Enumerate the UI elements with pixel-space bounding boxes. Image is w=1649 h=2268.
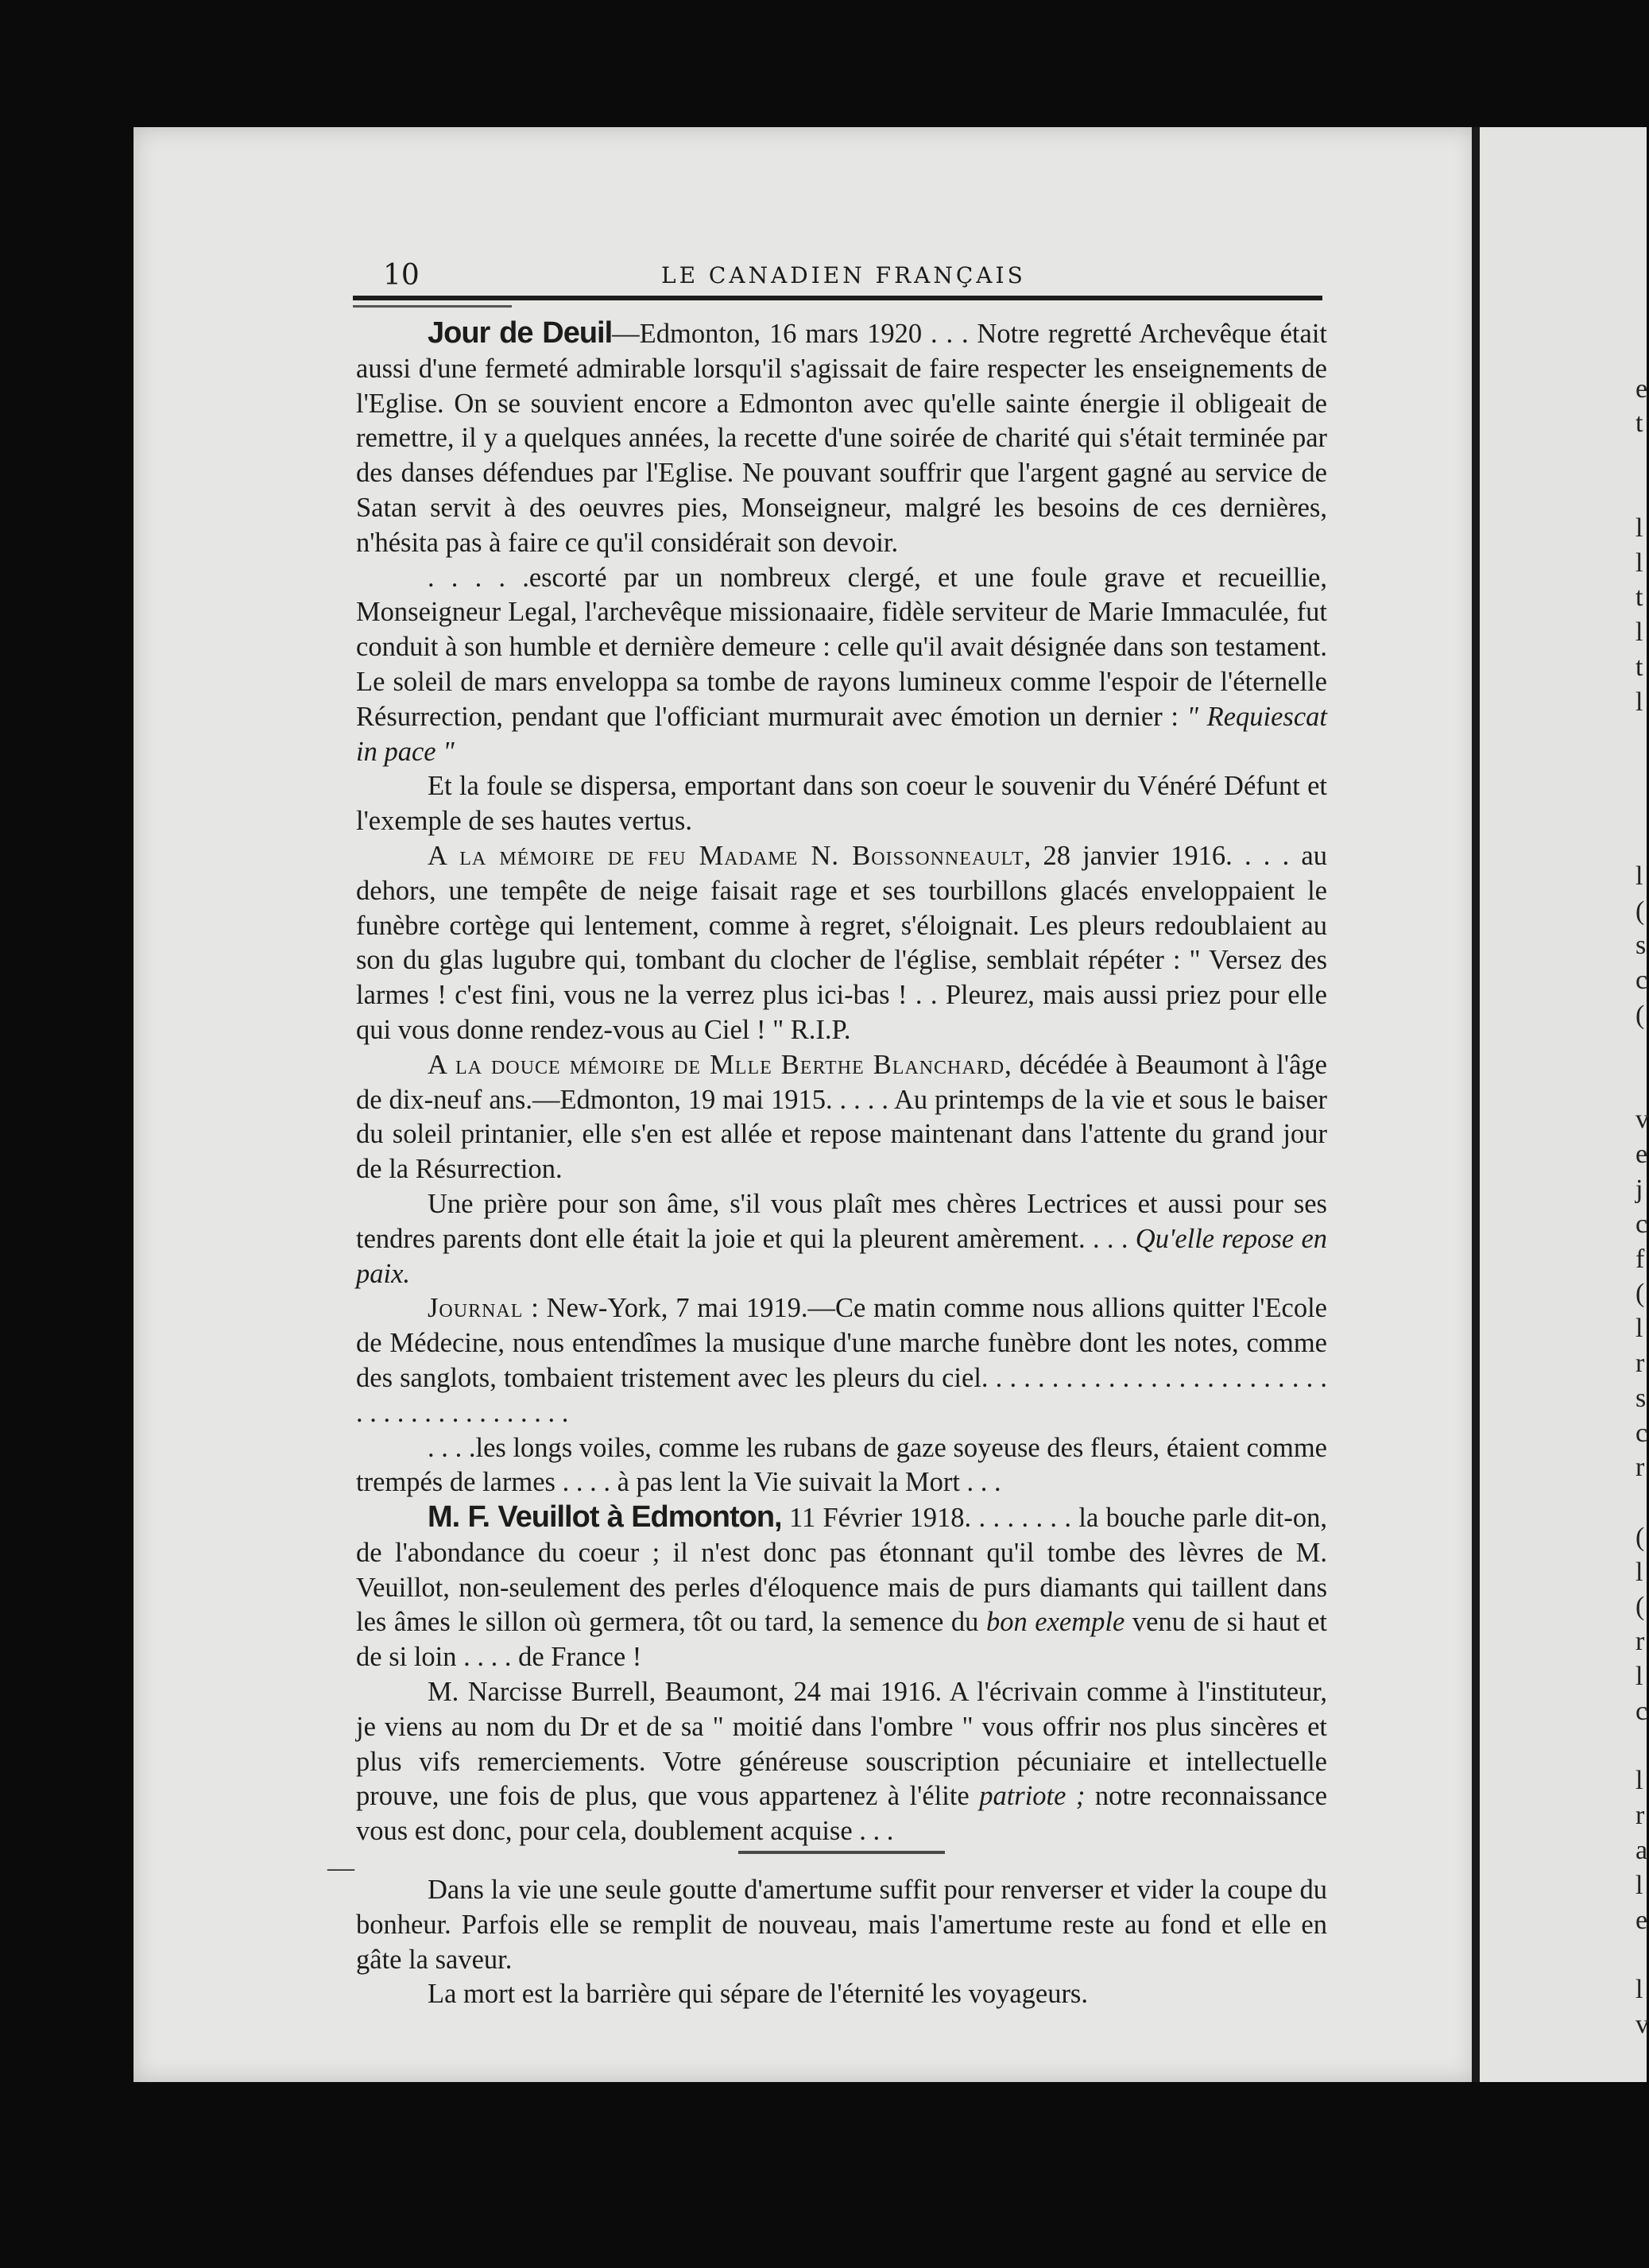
- section-separator: [738, 1851, 945, 1854]
- right-page-letter: r: [1635, 1801, 1645, 1831]
- paragraph-text: Et la foule se dispersa, emportant dans son coeur le souvenir du Vénéré Défunt et l'exemple de ses hautes vertus.: [356, 771, 1327, 837]
- right-page-letter: l: [1635, 617, 1643, 648]
- paragraph-funeral: [356, 561, 1327, 770]
- paragraph-text: Une prière pour son âme, s'il vous plaît mes chères Lectrices et aussi pour ses tendres parents dont elle était la joie et qui la pleurent amèrement. . . .: [356, 1188, 1327, 1254]
- right-page-letter: t: [1635, 652, 1643, 682]
- right-page-letter: s: [1635, 1383, 1647, 1413]
- paragraph-barriere: [356, 1977, 1327, 2012]
- paragraph-text: . . . .les longs voiles, comme les rubans de gaze soyeuse des fleurs, étaient comme trempés de larmes . . . . à pas lent la Vie suivait la Mort . . .: [356, 1432, 1327, 1498]
- right-page-letter: l: [1635, 1870, 1643, 1900]
- paragraph-veuillot: [356, 1500, 1327, 1675]
- journal-title: LE CANADIEN FRANÇAIS: [661, 262, 1026, 288]
- right-page-letter: l: [1635, 1314, 1643, 1344]
- paragraph-boissonneault: [356, 839, 1327, 1048]
- paragraph-text: M. Narcisse Burrell, Beaumont, 24 mai 1916. A l'écrivain comme à l'instituteur, je viens au nom du Dr et de sa " moitié dans l'ombre " vous offrir nos plus sincères et plus vifs remerciements. Votre généreuse souscription pécuniaire et intellectuelle prouve, une fois de plus, que vous appartenez à l'élite: [356, 1677, 1327, 1812]
- right-page-letter: e: [1635, 373, 1648, 404]
- right-page-letter: r: [1635, 1348, 1645, 1378]
- paragraph-journal: [356, 1291, 1327, 1430]
- heading-jour-de-deuil: Jour de Deuil: [428, 316, 613, 350]
- right-page-letter: l: [1635, 1557, 1643, 1587]
- paragraph-text: , décédée à Beaumont à l'âge de dix-neuf ans.—Edmonton, 19 mai 1915. . . . . Au printemps de la vie et sous le baiser du soleil printanier, elle s'en est allée et repose maintenant dans l'attente du grand jour de la Résurrection.: [356, 1049, 1327, 1185]
- right-page-letter: l: [1635, 861, 1643, 891]
- right-page-letter: c: [1635, 966, 1648, 996]
- right-page-letter: e: [1635, 1140, 1648, 1170]
- latin-phrase: " Requiescat in pace ": [356, 701, 1327, 767]
- italic-phrase: patriote ;: [979, 1781, 1086, 1812]
- right-page-letter: t: [1635, 408, 1643, 439]
- paragraph-text: La mort est la barrière qui sépare de l'éternité les voyageurs.: [428, 1979, 1088, 2010]
- right-page-letter: j: [1635, 1174, 1643, 1204]
- right-page-letter: v: [1635, 2010, 1649, 2040]
- right-page-letter: [1635, 1068, 1647, 1103]
- article-body: [356, 316, 1327, 2012]
- paragraph-amertume: [356, 1873, 1327, 1977]
- date-text: , 28 janvier 1916.: [1024, 840, 1233, 871]
- paragraph-text-tail: venu de si haut et de si loin . . . . de France !: [356, 1607, 1327, 1673]
- right-page-edge: [1480, 127, 1647, 2082]
- right-page-letter: (: [1635, 1000, 1645, 1030]
- right-page-letter: c: [1635, 1209, 1648, 1239]
- right-page-letter: (: [1635, 1279, 1645, 1309]
- page-gutter: [1472, 127, 1480, 2082]
- right-page-letter: l: [1635, 1975, 1643, 2005]
- header-rule-fragment: [353, 305, 512, 308]
- right-page-letter: c: [1635, 1418, 1648, 1448]
- running-head: [383, 253, 1322, 300]
- right-page-letter: [1635, 441, 1647, 476]
- right-page-letter: [1635, 824, 1647, 859]
- right-page-letter: e: [1635, 1905, 1648, 1935]
- paragraph-blanchard: [356, 1048, 1327, 1187]
- paragraph-text: Dans la vie une seule goutte d'amertume suffit pour renverser et vider la coupe du bonheur. Parfois elle se remplit de nouveau, mais l'amertume reste au fond et elle en gâte la saveur.: [356, 1875, 1327, 1975]
- right-page-letter: [1635, 754, 1647, 789]
- right-page-letter: [1635, 1033, 1647, 1068]
- right-page-letter: l: [1635, 1662, 1643, 1692]
- right-page-letter: c: [1635, 1696, 1648, 1726]
- paragraph-voiles: [356, 1431, 1327, 1501]
- margin-dash: —: [327, 1853, 354, 1883]
- right-page-letter: (: [1635, 1522, 1645, 1552]
- right-page-letter: l: [1635, 687, 1643, 717]
- paragraph-text-tail: notre reconnaissance vous est donc, pour cela, doublement acquise . . .: [356, 1781, 1328, 1847]
- right-page-letter: r: [1635, 1627, 1645, 1657]
- right-page-letter: t: [1635, 582, 1643, 613]
- heading-blanchard: A la douce mémoire de Mlle Berthe Blanchard: [428, 1049, 1005, 1080]
- right-page-letter: a: [1635, 1836, 1648, 1866]
- paragraph-text: 11 Février 1918. . . . . . . . la bouche parle dit-on, de l'abondance du coeur ; il n'est donc pas étonnant qu'il tombe des lèvres de M. Veuillot, non-seulement des perles d'éloquence mais de purs diamants qui taillent dans les âmes le sillon où germera, tôt ou tard, la semence du: [356, 1503, 1327, 1638]
- right-page-letter: [1635, 789, 1647, 824]
- paragraph-burrell: [356, 1675, 1327, 1849]
- right-page-letter: (: [1635, 896, 1645, 926]
- heading-boissonneault: A la mémoire de feu Madame N. Boissonneault: [428, 840, 1024, 871]
- paragraph-text: . . . . .escorté par un nombreux clergé, et une foule grave et recueillie, Monseigneur Legal, l'archevêque missionaaire, fidèle serviteur de Marie Immaculée, fut conduit à son humble et dernière demeure : celle qu'il avait désignée dans son testament. Le soleil de mars enveloppa sa tombe de rayons lumineux comme l'espoir de l'éternelle Résurrection, pendant que l'officiant murmurait avec émotion un dernier :: [356, 562, 1327, 732]
- right-page-letter: l: [1635, 548, 1643, 578]
- right-page-letter: r: [1635, 1453, 1645, 1483]
- italic-phrase: Qu'elle repose en paix.: [356, 1223, 1328, 1289]
- right-page-letter: s: [1635, 931, 1647, 961]
- paragraph-text: . . . au dehors, une tempête de neige faisait rage et ses tourbillons glacés enveloppaient le funèbre cortège qui lentement, comme à regret, s'éloignait. Les pleurs redoublaient au son du glas lugubre qui, tombant du clocher de l'église, semblait répéter : " Versez des larmes ! c'est fini, vous ne la verrez plus ici-bas ! . . Pleurez, mais aussi priez pour elle qui vous donne rendez-vous au Ciel ! " R.I.P.: [356, 840, 1327, 1045]
- spacer: [356, 1856, 1327, 1873]
- right-page-letter: f: [1635, 1244, 1645, 1274]
- heading-journal: Journal: [428, 1293, 524, 1324]
- right-page-letter: l: [1635, 1766, 1643, 1796]
- right-page-letter: [1635, 720, 1647, 755]
- heading-veuillot: M. F. Veuillot à Edmonton,: [428, 1500, 782, 1535]
- right-page-letter: [1635, 476, 1647, 511]
- right-page-letter: [1635, 302, 1647, 337]
- paragraph-priere: [356, 1187, 1327, 1291]
- right-page-letter: l: [1635, 513, 1643, 543]
- right-page-letter: v: [1635, 1105, 1649, 1135]
- paragraph-dispersal: [356, 769, 1327, 839]
- right-page-letter: (: [1635, 1592, 1645, 1622]
- paragraph-jour-de-deuil: [356, 316, 1327, 561]
- right-page-letter: [1635, 1485, 1647, 1520]
- italic-phrase: bon exemple: [985, 1607, 1125, 1638]
- paragraph-text: —Edmonton, 16 mars 1920 . . . Notre regretté Archevêque était aussi d'une fermeté admirable lorsqu'il s'agissait de faire respecter les enseignements de l'Eglise. On se souvient encore a Edmonton avec qu'elle sainte énergie il obligeait de remettre, il y a quelques années, la recette d'une soirée de charité qui s'était terminée par des danses défendues par l'Eglise. Ne pouvant souffrir que l'argent gagné au service de Satan servit à des oeuvres pies, Monseigneur, malgré les besoins de ces dernières, n'hésita pas à faire ce qu'il considérait son devoir.: [356, 319, 1328, 558]
- header-rule: [353, 296, 1322, 300]
- right-page-letter: [1635, 1937, 1647, 1972]
- right-page-letter: [1635, 337, 1647, 372]
- right-page-cut-text: [1635, 302, 1647, 2042]
- page-number: 10: [383, 259, 420, 292]
- paragraph-text: : New-York, 7 mai 1919.—Ce matin comme nous allions quitter l'Ecole de Médecine, nous entendîmes la musique d'une marche funèbre dont les notes, comme des sanglots, tombaient tristement avec les pleurs du ciel. . . . . . . . . . . . . . . . . . . . . . . . . . . . . . . . . . . . . . . . .: [356, 1293, 1327, 1428]
- right-page-letter: [1635, 1729, 1647, 1764]
